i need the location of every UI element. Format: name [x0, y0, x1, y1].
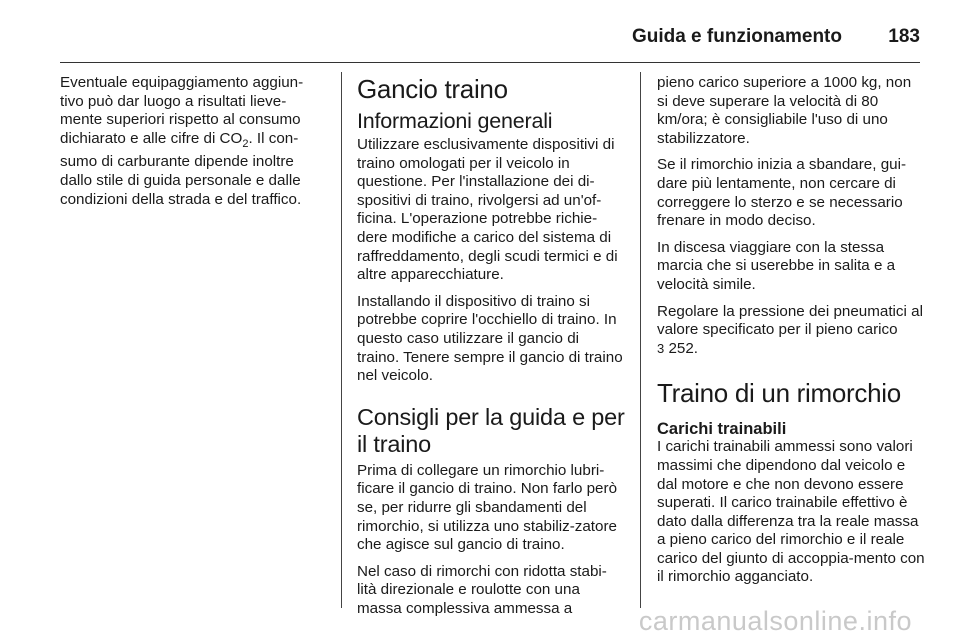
section-title-gancio-traino: Gancio traino	[357, 74, 508, 104]
col3-paragraph-1: pieno carico superiore a 1000 kg, non si deve superare la velocità di 80 km/ora; è consigliabile l'uso di uno stabilizzatore.	[657, 74, 912, 147]
info-paragraph-2: Installando il dispositivo di traino si potrebbe coprire l'occhiello di traino. In questo caso utilizzare il gancio di traino. Tenere sempre il gancio di traino nel veicolo.	[357, 292, 623, 385]
page-reference-arrow-icon: 3	[657, 340, 665, 356]
tips-paragraph-2: Nel caso di rimorchi con ridotta stabi-lità direzionale e roulotte con una massa complessiva ammessa a	[357, 562, 607, 617]
consumption-paragraph	[60, 74, 325, 209]
page-number: 183	[888, 26, 920, 47]
subsection-title-carichi: Carichi trainabili	[657, 420, 787, 439]
consumption-text-a: Eventuale equipaggiamento aggiun-tivo può dar luogo a risultati lieve-mente superiori rispetto al consumo dichiarato e alle cifre di CO	[60, 74, 304, 147]
page-reference[interactable]: 252.	[664, 339, 699, 357]
column-2	[357, 74, 625, 626]
subsection-title-informazioni: Informazioni generali	[357, 109, 553, 133]
col3-paragraph-3: In discesa viaggiare con la stessa marcia che si userebbe in salita e a velocità simile.	[657, 238, 896, 293]
col3-paragraph-4	[657, 303, 925, 359]
co2-subscript: 2	[242, 137, 249, 150]
column-1	[60, 74, 325, 217]
tips-paragraph-1: Prima di collegare un rimorchio lubri-ficare il gancio di traino. Non farlo però se, per ridurre gli sbandamenti del rimorchio, si utilizza uno stabiliz-zatore che agisce sul gancio di traino.	[357, 461, 618, 554]
header-title: Guida e funzionamento	[631, 26, 842, 47]
section-title-traino-rimorchio: Traino di un rimorchio	[657, 378, 901, 409]
page-header	[60, 14, 920, 63]
loads-paragraph: I carichi trainabili ammessi sono valori massimi che dipendono dal veicolo e dal motore e che non devono essere superati. Il carico trainabile effettivo è dato dalla differenza tra la reale massa a pieno carico del rimorchio e il reale carico del giunto di accoppia-mento con il rimorchio agganciato.	[657, 438, 925, 586]
consumption-text-b: . Il con-sumo di carburante dipende inoltre dallo stile di guida personale e dalle condizioni della strada e del traffico.	[60, 129, 302, 208]
watermark: carmanualsonline.info	[638, 606, 912, 636]
col3-paragraph-2: Se il rimorchio inizia a sbandare, gui-dare più lentamente, non cercare di correggere lo sterzo e se necessario frenare in modo deciso.	[657, 156, 907, 230]
subsection-title-consigli: Consigli per la guida e per il traino	[357, 403, 625, 457]
column-3	[657, 74, 925, 595]
column-divider-1	[341, 72, 342, 608]
tire-pressure-text: Regolare la pressione dei pneumatici al valore specificato per il pieno carico	[657, 302, 923, 339]
column-divider-2	[640, 72, 641, 608]
info-paragraph-1: Utilizzare esclusivamente dispositivi di traino omologati per il veicolo in questione. Per l'installazione dei di-spositivi di traino, rivolgersi ad un'of-ficina. L'operazione potrebbe richie-dere modifiche a carico del sistema di raffreddamento, degli scudi termici e di altre apparecchiature.	[357, 136, 618, 284]
